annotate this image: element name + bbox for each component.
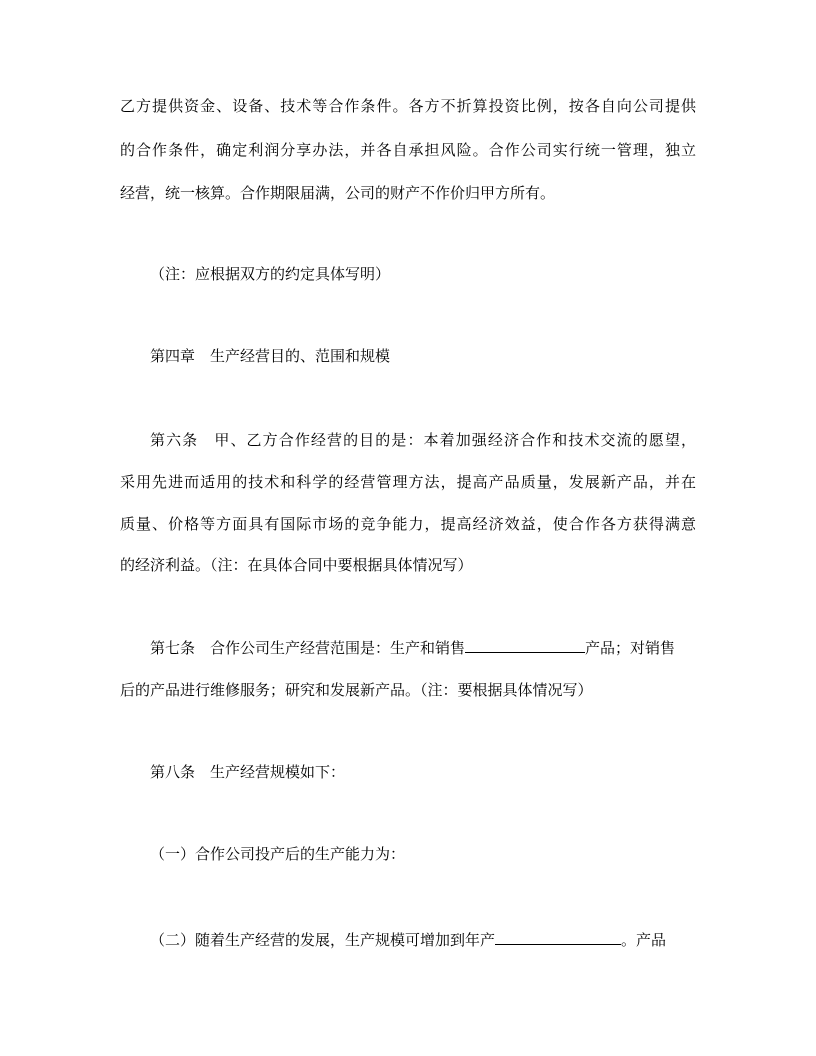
article7-line-1 bbox=[150, 636, 675, 658]
article8-item2-text-before-blank: （二）随着生产经营的发展，生产规模可增加到年产 bbox=[150, 931, 496, 949]
article7-text-after-blank: 产品；对销售 bbox=[585, 639, 676, 657]
product-blank-field[interactable] bbox=[465, 636, 585, 653]
article8-item2-text-after-blank: 。产品 bbox=[621, 931, 667, 949]
note-1: （注：应根据双方的约定具体写明） bbox=[150, 265, 391, 283]
article7-line-2: 后的产品进行维修服务；研究和发展新产品。（注：要根据具体情况写） bbox=[120, 681, 593, 699]
article8-item-1: （一）合作公司投产后的生产能力为： bbox=[150, 845, 406, 863]
article6-line-2: 采用先进而适用的技术和科学的经营管理方法，提高产品质量，发展新产品，并在 bbox=[120, 473, 696, 491]
article7-text-before-blank: 第七条 合作公司生产经营范围是：生产和销售 bbox=[150, 639, 466, 657]
article3-cont-line-1: 乙方提供资金、设备、技术等合作条件。各方不折算投资比例，按各自向公司提供 bbox=[120, 97, 696, 115]
article6-line-1: 第六条 甲、乙方合作经营的目的是：本着加强经济合作和技术交流的愿望， bbox=[150, 431, 696, 449]
article8-heading: 第八条 生产经营规模如下： bbox=[150, 763, 346, 781]
article6-line-3: 质量、价格等方面具有国际市场的竞争能力，提高经济效益，使合作各方获得满意 bbox=[120, 515, 696, 533]
chapter4-heading: 第四章 生产经营目的、范围和规模 bbox=[150, 347, 391, 365]
annual-output-blank-field[interactable] bbox=[495, 928, 621, 945]
article8-item-2 bbox=[150, 928, 666, 950]
article6-line-4: 的经济利益。（注：在具体合同中要根据具体情况写） bbox=[120, 556, 473, 574]
article3-cont-line-3: 经营，统一核算。合作期限届满，公司的财产不作价归甲方所有。 bbox=[120, 184, 556, 202]
article3-cont-line-2: 的合作条件，确定利润分享办法，并各自承担风险。合作公司实行统一管理，独立 bbox=[120, 141, 696, 159]
